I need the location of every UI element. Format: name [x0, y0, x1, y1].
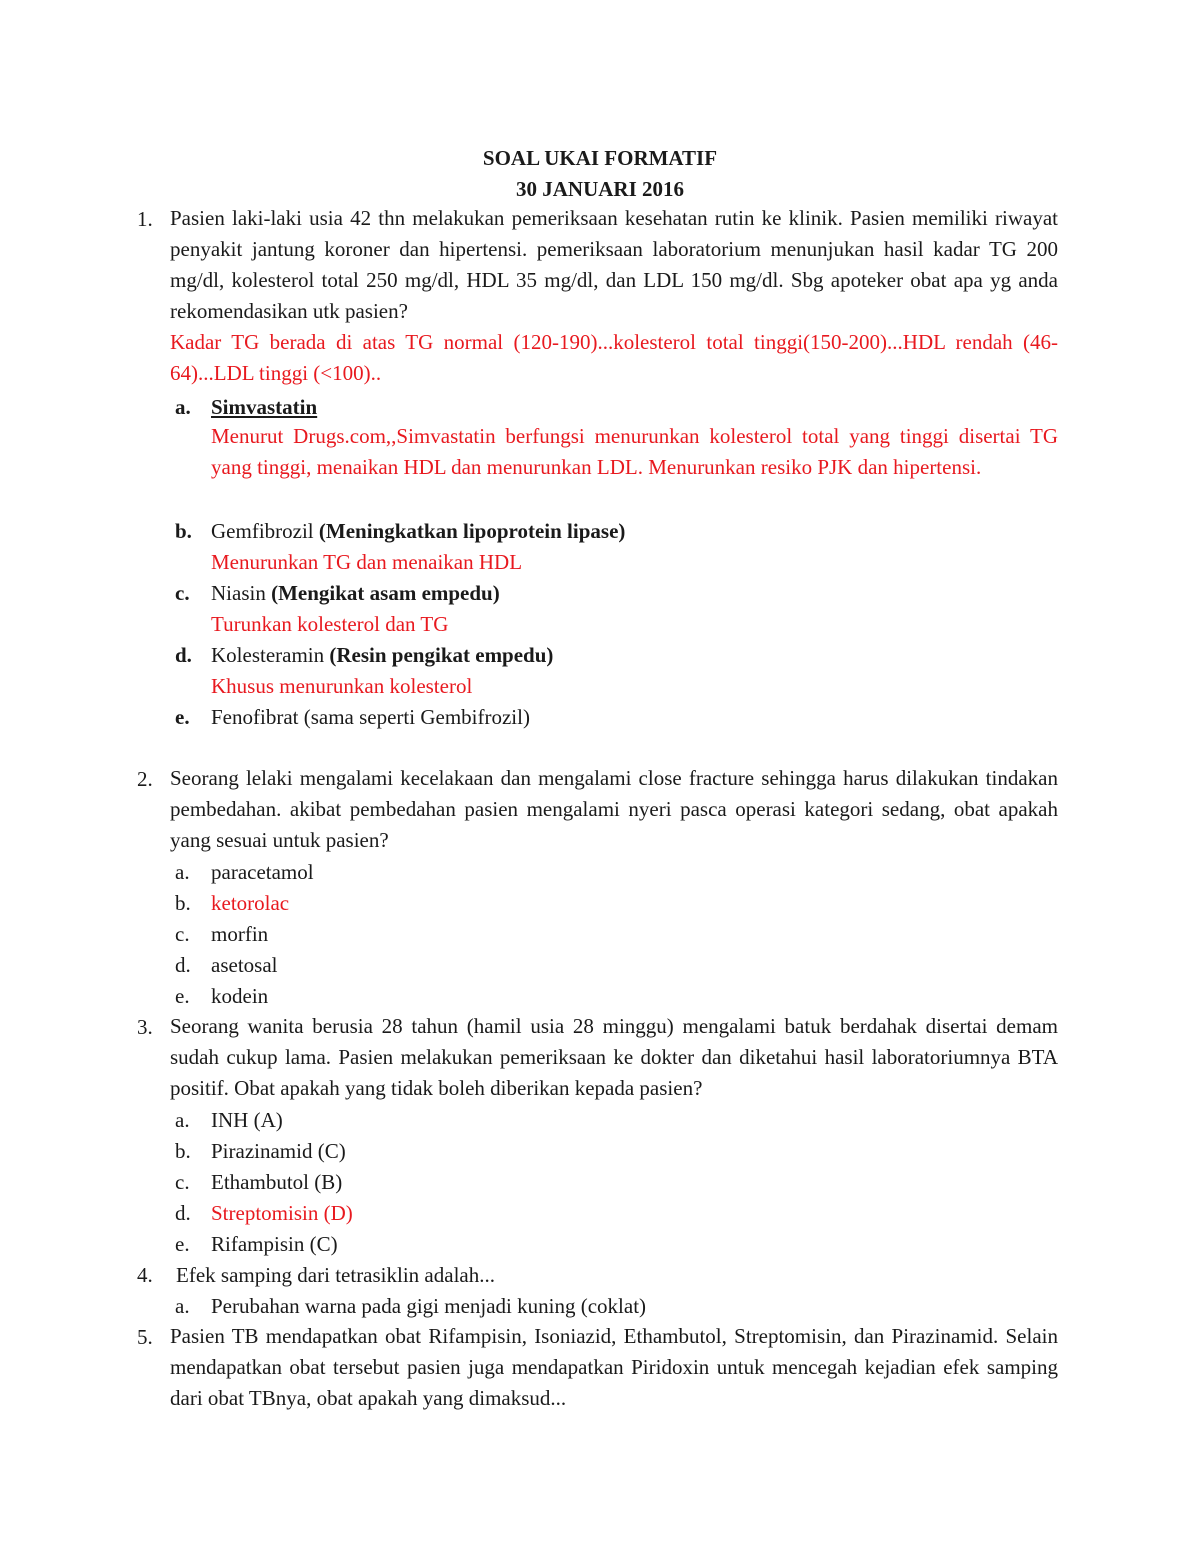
q1-option-c-text: Niasin: [211, 581, 272, 605]
q3-option-b-letter: b.: [175, 1139, 191, 1163]
question-4-text: Efek samping dari tetrasiklin adalah...: [176, 1263, 495, 1287]
q1-option-c: [211, 581, 500, 605]
q1-option-d-bold: (Resin pengikat empedu): [329, 643, 554, 667]
q1-option-c-letter: c.: [175, 581, 190, 605]
q2-option-b-text: ketorolac: [211, 891, 290, 915]
q3-option-e-letter: e.: [175, 1232, 190, 1256]
q3-option-d-letter: d.: [175, 1201, 191, 1225]
q1-option-c-bold: (Mengikat asam empedu): [271, 581, 500, 605]
q1-option-e-text: Fenofibrat (sama seperti Gembifrozil): [211, 705, 530, 729]
question-5-number: 5.: [137, 1325, 153, 1349]
q1-option-a-text: Simvastatin: [211, 395, 318, 419]
q3-option-a-letter: a.: [175, 1108, 190, 1132]
q2-option-e-text: kodein: [211, 984, 269, 1008]
q1-option-c-note: Turunkan kolesterol dan TG: [211, 612, 449, 636]
q3-option-c-letter: c.: [175, 1170, 190, 1194]
document-title: SOAL UKAI FORMATIF: [482, 146, 718, 170]
q1-option-e-letter: e.: [175, 705, 190, 729]
question-5-text: Pasien TB mendapatkan obat Rifampisin, Isoniazid, Ethambutol, Streptomisin, dan Pirazinamid. Selain mendapatkan obat tersebut pasien juga mendapatkan Piridoxin untuk mencegah kejadian efek samping dari obat TBnya, obat apakah yang dimaksud...: [170, 1324, 1058, 1410]
q3-option-e-text: Rifampisin (C): [211, 1232, 338, 1256]
question-3-text: Seorang wanita berusia 28 tahun (hamil usia 28 minggu) mengalami batuk berdahak disertai demam sudah cukup lama. Pasien melakukan pemeriksaan ke dokter dan diketahui hasil laboratoriumnya BTA positif. Obat apakah yang tidak boleh diberikan kepada pasien?: [170, 1014, 1058, 1100]
q2-option-b-letter: b.: [175, 891, 191, 915]
question-1-note: Kadar TG berada di atas TG normal (120-190)...kolesterol total tinggi(150-200)...HDL rendah (46-64)...LDL tinggi (<100)..: [170, 330, 1058, 385]
q1-option-d-text: Kolesteramin: [211, 643, 330, 667]
q4-option-a-text: Perubahan warna pada gigi menjadi kuning (coklat): [211, 1294, 647, 1318]
q2-option-d-letter: d.: [175, 953, 191, 977]
q1-option-b-bold: (Meningkatkan lipoprotein lipase): [318, 519, 626, 543]
q2-option-a-letter: a.: [175, 860, 190, 884]
q2-option-a-text: paracetamol: [211, 860, 314, 884]
q1-option-d-letter: d.: [175, 643, 192, 667]
question-3-number: 3.: [137, 1015, 153, 1039]
q1-option-b-text: Gemfibrozil: [211, 519, 319, 543]
question-4-number: 4.: [137, 1263, 153, 1287]
q3-option-b-text: Pirazinamid (C): [211, 1139, 346, 1163]
q3-option-a-text: INH (A): [211, 1108, 283, 1132]
q3-option-c-text: Ethambutol (B): [211, 1170, 343, 1194]
q4-option-a-letter: a.: [175, 1294, 190, 1318]
q3-option-d-text: Streptomisin (D): [211, 1201, 353, 1225]
q2-option-e-letter: e.: [175, 984, 190, 1008]
q1-option-a-letter: a.: [175, 395, 191, 419]
question-2-number: 2.: [137, 767, 153, 791]
question-1-number: 1.: [137, 207, 153, 231]
question-2-text: Seorang lelaki mengalami kecelakaan dan mengalami close fracture sehingga harus dilakukan tindakan pembedahan. akibat pembedahan pasien mengalami nyeri pasca operasi kategori sedang, obat apakah yang sesuai untuk pasien?: [170, 766, 1058, 852]
q1-option-d: [211, 643, 553, 667]
q1-option-b-note: Menurunkan TG dan menaikan HDL: [211, 550, 523, 574]
document-date: 30 JANUARI 2016: [516, 177, 684, 201]
question-1-text: Pasien laki-laki usia 42 thn melakukan pemeriksaan kesehatan rutin ke klinik. Pasien memiliki riwayat penyakit jantung koroner dan hipertensi. pemeriksaan laboratorium menunjukan hasil kadar TG 200 mg/dl, kolesterol total 250 mg/dl, HDL 35 mg/dl, dan LDL 150 mg/dl. Sbg apoteker obat apa yg anda rekomendasikan utk pasien?: [170, 206, 1058, 323]
q1-option-b: [211, 519, 625, 543]
q2-option-d-text: asetosal: [211, 953, 278, 977]
q1-option-b-letter: b.: [175, 519, 192, 543]
q1-option-d-note: Khusus menurunkan kolesterol: [211, 674, 473, 698]
q2-option-c-letter: c.: [175, 922, 190, 946]
q2-option-c-text: morfin: [211, 922, 269, 946]
q1-option-a-note: Menurut Drugs.com,,Simvastatin berfungsi menurunkan kolesterol total yang tinggi disertai TG yang tinggi, menaikan HDL dan menurunkan LDL. Menurunkan resiko PJK dan hipertensi.: [211, 424, 1058, 479]
